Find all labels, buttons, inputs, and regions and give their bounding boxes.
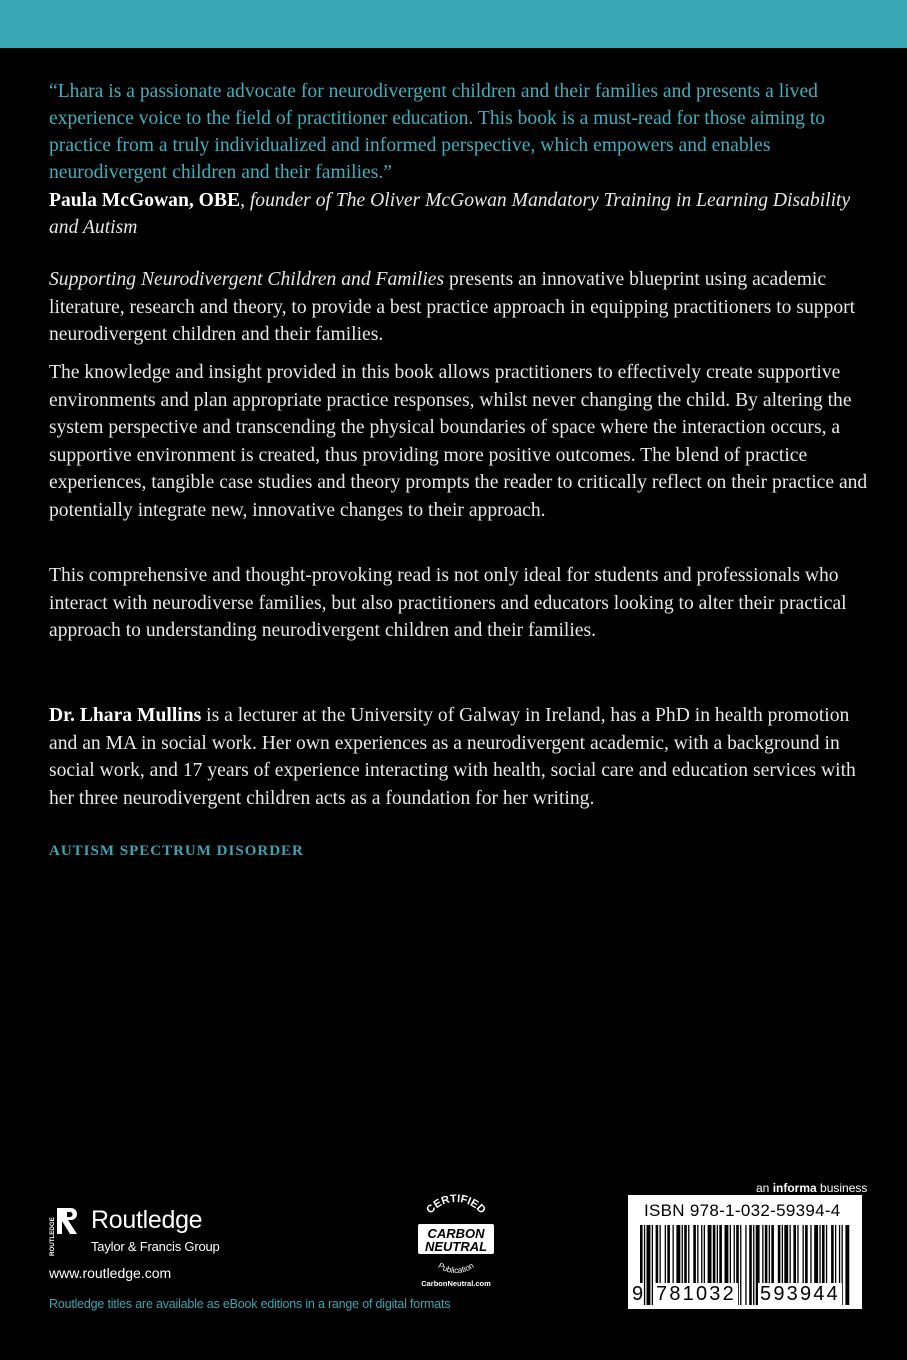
publisher-url: www.routledge.com (49, 1265, 172, 1281)
seal-neutral-text: NEUTRAL (424, 1239, 488, 1254)
barcode-digits-right: 593944 (760, 1283, 840, 1305)
endorsement-quote: “Lhara is a passionate advocate for neurodivergent children and their families and presents a lived experience voice to the field of practitioner education. This book is a must-read for those aiming to practice from a truly individualized and informed perspective, which empowers and enables neurodivergent children and their families.” (49, 81, 826, 183)
isbn-barcode (628, 1195, 862, 1309)
barcode-digits (628, 1283, 862, 1307)
informa-business-label (756, 1181, 867, 1195)
seal-carbon-text: CARBON (427, 1226, 485, 1241)
description-paragraph-3: This comprehensive and thought-provoking read is not only ideal for students and professionals who interact with neurodiverse families, but also practitioners and educators looking to alter their practical approach to understanding neurodivergent children and their families. (49, 565, 847, 641)
subject-category: AUTISM SPECTRUM DISORDER (49, 843, 304, 859)
description-paragraph-1 (49, 266, 879, 349)
book-title-inline: Supporting Neurodivergent Children and Families (49, 269, 445, 290)
isbn-label: ISBN 978-1-032-59394-4 (644, 1201, 841, 1220)
author-bio (49, 702, 879, 812)
author-name: Dr. Lhara Mullins (49, 705, 202, 726)
description-paragraph-2: The knowledge and insight provided in this book allows practitioners to effectively create supportive environments and plan appropriate practice responses, whilst never changing the child. By altering the system perspective and transcending the physical boundaries of space where the interaction occurs, a supportive environment is created, thus providing more positive outcomes. The blend of practice experiences, tangible case studies and theory prompts the reader to critically reflect on their practice and potentially integrate new, innovative changes to their approach. (49, 362, 868, 521)
routledge-logo-icon (48, 1206, 78, 1258)
barcode-digit-first: 9 (632, 1283, 644, 1305)
routledge-logo-letters: ROUTLEDGE (49, 1217, 56, 1256)
description-p1-text: presents an innovative blueprint using academic literature, research and theory, to provide a best practice approach in equipping practitioners to support neurodivergent children and their families. (49, 269, 856, 345)
publisher-group: Taylor & Francis Group (91, 1239, 220, 1254)
carbon-neutral-seal-icon (406, 1190, 506, 1290)
author-bio-text: is a lecturer at the University of Galway in Ireland, has a PhD in health promotion and an MA in social work. Her own experiences as a neurodivergent academic, with a background in social work, and 17 years of experience interacting with health, social care and education services with her three neurodivergent children acts as a foundation for her writing. (49, 705, 856, 809)
seal-url-text: CarbonNeutral.com (421, 1279, 491, 1288)
endorser-name: Paula McGowan, OBE (49, 190, 241, 211)
ebook-availability-note: Routledge titles are available as eBook editions in a range of digital formats (49, 1297, 451, 1311)
informa-prefix: an (756, 1181, 773, 1195)
seal-certified-text: CERTIFIED (424, 1192, 488, 1217)
informa-brand: informa (772, 1181, 817, 1195)
informa-suffix: business (816, 1181, 868, 1195)
publisher-name: Routledge (91, 1206, 203, 1234)
top-color-band (0, 0, 907, 48)
barcode-digits-left: 781032 (656, 1283, 736, 1305)
seal-publication-text: Publication (436, 1261, 476, 1276)
endorser-role: , founder of The Oliver McGowan Mandatory Training in Learning Disability and Autism (49, 190, 851, 238)
endorsement-attribution (49, 187, 869, 241)
